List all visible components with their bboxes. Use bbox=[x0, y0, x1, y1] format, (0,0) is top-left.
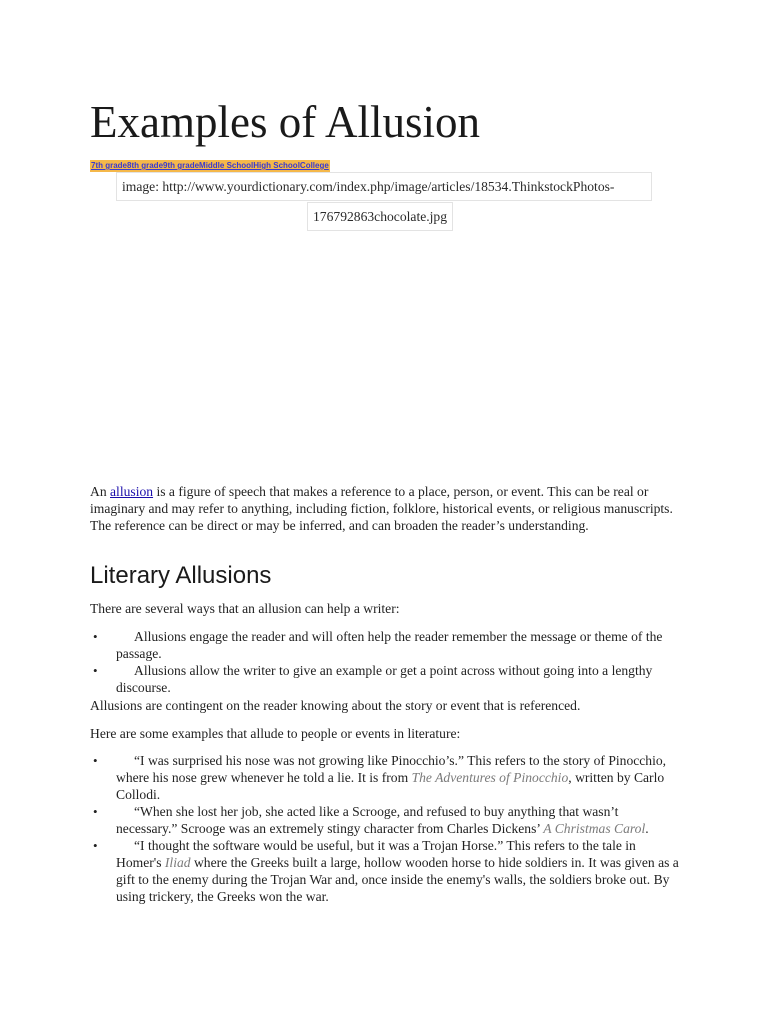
work-title: The Adventures of Pinocchio bbox=[411, 770, 569, 785]
list-item bbox=[90, 752, 680, 803]
work-title: Iliad bbox=[164, 855, 191, 870]
example-text: “I was surprised his nose was not growing like Pinocchio’s.” This refers to the story of Pinocchio, where his nose grew whenever he told a lie. It is from bbox=[116, 753, 667, 785]
section-heading-literary-allusions: Literary Allusions bbox=[90, 562, 272, 589]
list-item bbox=[90, 803, 680, 837]
example-text-after: . bbox=[645, 821, 649, 836]
page-title: Examples of Allusion bbox=[90, 97, 480, 147]
intro-prefix: An bbox=[90, 484, 111, 499]
contingent-text: Allusions are contingent on the reader knowing about the story or event that is referenced. bbox=[90, 698, 581, 713]
list-item bbox=[90, 662, 680, 696]
bullet-icon: • bbox=[93, 663, 98, 678]
image-placeholder-alt-line-2: 176792863chocolate.jpg bbox=[307, 202, 453, 231]
bullet-icon: • bbox=[93, 753, 98, 768]
example-text: “When she lost her job, she acted like a Scrooge, and refused to buy anything that wasn’t necessary.” Scrooge was an extremely stingy character from Charles Dickens’ bbox=[116, 804, 619, 836]
bullet-icon: • bbox=[93, 804, 98, 819]
ways-intro-text: There are several ways that an allusion can help a writer: bbox=[90, 601, 400, 616]
work-title: A Christmas Carol bbox=[543, 821, 646, 836]
grade-level-tags-link[interactable]: 7th grade8th grade9th gradeMiddle SchoolHigh SchoolCollege bbox=[91, 161, 329, 170]
allusion-link[interactable]: allusion bbox=[110, 484, 154, 499]
examples-list bbox=[90, 752, 680, 905]
intro-suffix: is a figure of speech that makes a reference to a place, person, or event. This can be real or imaginary and may refer to anything, including fiction, folklore, historical events, or religious manuscripts. The reference can be direct or may be inferred, and can broaden the reader’s understanding. bbox=[90, 484, 673, 533]
list-item bbox=[90, 837, 680, 905]
list-item-text: Allusions engage the reader and will often help the reader remember the message or theme of the passage. bbox=[116, 629, 663, 661]
intro-paragraph bbox=[90, 483, 680, 534]
example-text-after: where the Greeks built a large, hollow wooden horse to hide soldiers in. It was given as a gift to the enemy during the Trojan War and, once inside the enemy's walls, the soldiers broke out. By using trickery, the Greeks won the war. bbox=[116, 855, 679, 904]
image-placeholder-alt-line-1: image: http://www.yourdictionary.com/index.php/image/articles/18534.ThinkstockPhotos- bbox=[116, 172, 652, 201]
examples-intro-text: Here are some examples that allude to people or events in literature: bbox=[90, 726, 461, 741]
ways-list bbox=[90, 628, 680, 696]
example-text: “I thought the software would be useful, but it was a Trojan Horse.” This refers to the tale in Homer's bbox=[116, 838, 636, 870]
list-item-text: Allusions allow the writer to give an example or get a point across without going into a lengthy discourse. bbox=[116, 663, 653, 695]
list-item bbox=[90, 628, 680, 662]
example-text-after: , written by Carlo Collodi. bbox=[116, 770, 665, 802]
bullet-icon: • bbox=[93, 629, 98, 644]
bullet-icon: • bbox=[93, 838, 98, 853]
